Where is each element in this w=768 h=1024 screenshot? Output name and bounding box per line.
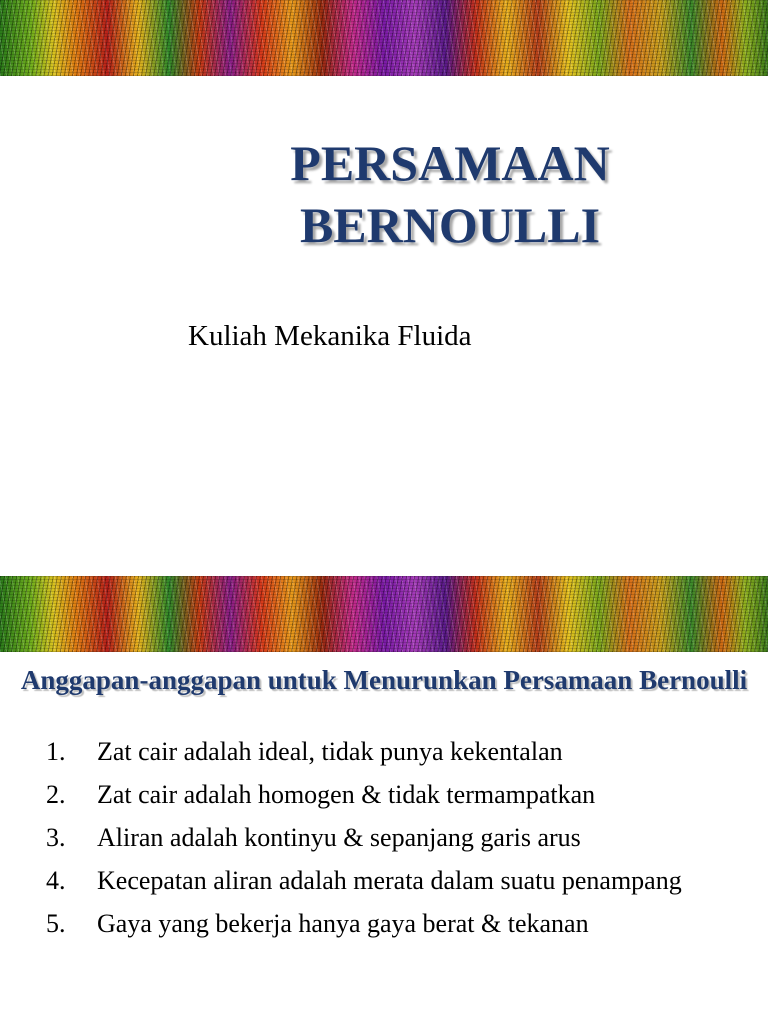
decorative-banner-middle: [0, 576, 768, 652]
list-item: [46, 734, 746, 770]
list-item-text: Zat cair adalah homogen & tidak termampatkan: [97, 780, 596, 809]
list-item: [46, 906, 746, 942]
list-item-text: Kecepatan aliran adalah merata dalam suatu penampang: [97, 866, 682, 895]
assumptions-list: [46, 734, 746, 949]
list-item: [46, 777, 746, 813]
list-item-number: 1.: [46, 737, 66, 766]
slide-title-heading: [230, 132, 670, 256]
list-item: [46, 820, 746, 856]
list-item-number: 5.: [46, 909, 66, 938]
list-item: [46, 863, 746, 899]
list-item-text: Aliran adalah kontinyu & sepanjang garis arus: [97, 823, 581, 852]
list-item-number: 2.: [46, 780, 66, 809]
slide-subtitle: Kuliah Mekanika Fluida: [188, 320, 472, 352]
list-item-text: Gaya yang bekerja hanya gaya berat & tekanan: [97, 909, 589, 938]
title-line-1: PERSAMAAN: [290, 135, 610, 191]
slide-assumptions: [0, 576, 768, 1024]
decorative-banner-top: [0, 0, 768, 76]
title-line-2: BERNOULLI: [299, 197, 601, 253]
list-item-number: 4.: [46, 866, 66, 895]
list-item-number: 3.: [46, 823, 66, 852]
list-item-text: Zat cair adalah ideal, tidak punya kekentalan: [97, 737, 563, 766]
assumptions-heading: Anggapan-anggapan untuk Menurunkan Persamaan Bernoulli: [20, 665, 748, 695]
